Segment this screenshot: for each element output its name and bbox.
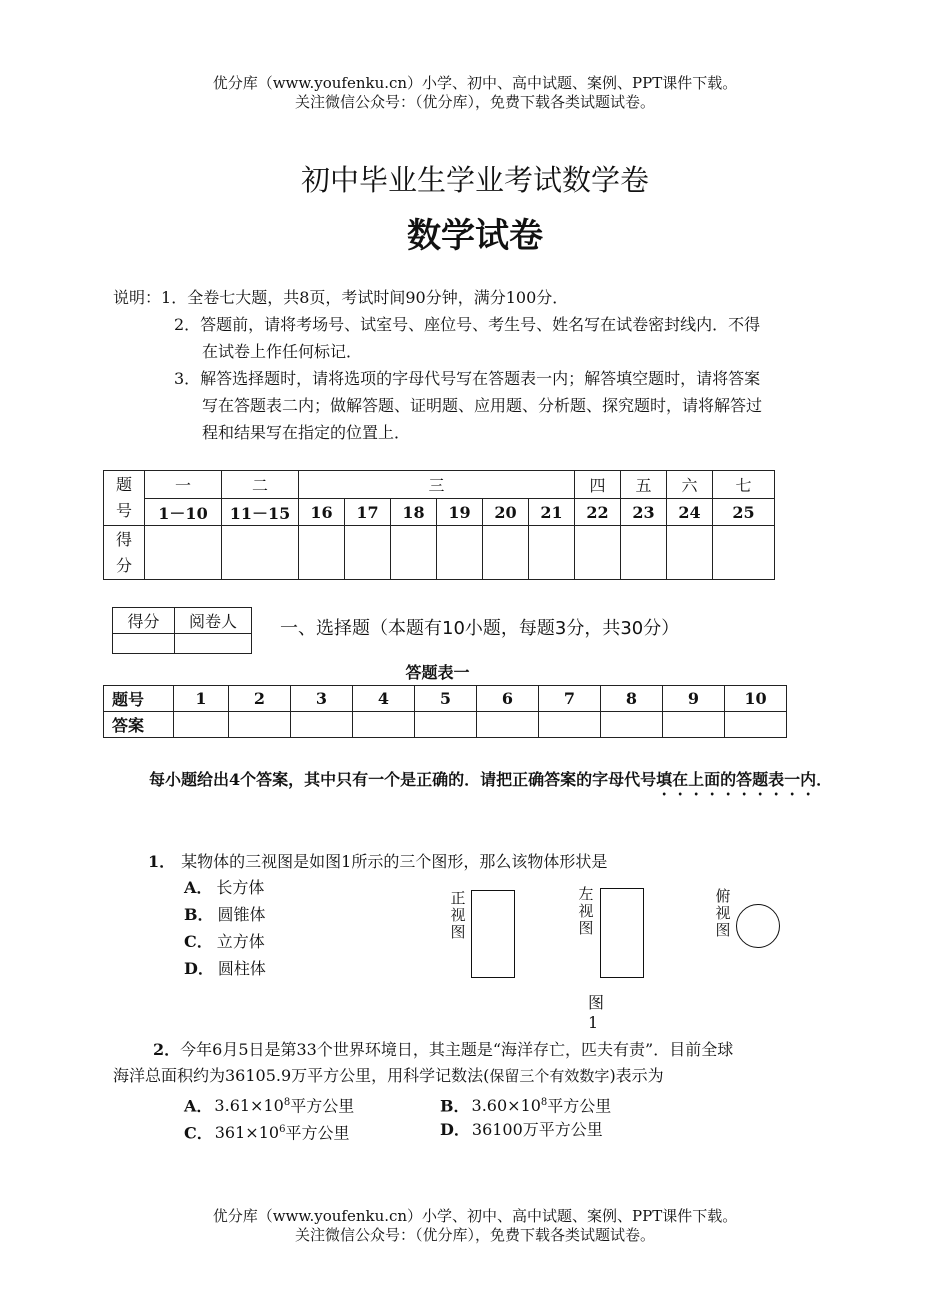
answer-cell[interactable] [477,712,539,738]
score-table-header-number [104,471,145,526]
score-group-7: 七 [713,471,775,499]
score-group-5: 五 [621,471,667,499]
answer-cell[interactable] [539,712,601,738]
score-num: 17 [345,499,391,526]
answer-cell[interactable] [229,712,291,738]
instruction-3b: 写在答题表二内；做解答题、证明题、应用题、分析题、探究题时，请将解答过 [202,396,763,415]
score-num: 16 [299,499,345,526]
instruction-3a: 3．解答选择题时，请将选项的字母代号写在答题表一内；解答填空题时，请将答案 [174,369,761,388]
q2-option-base: 361×10 [214,1123,280,1143]
answer-table-q-label: 题号 [104,686,174,712]
q1-option-letter: B． [184,905,214,924]
instruction-2a: 2．答题前，请将考场号、试室号、座位号、考生号、姓名写在试卷密封线内．不得 [174,315,761,334]
question-1-text: 某物体的三视图是如图1所示的三个图形，那么该物体形状是 [181,852,608,871]
score-cell[interactable] [529,526,575,580]
answer-table-num: 5 [415,686,477,712]
section-1-intro-b: 填在上面的答 [656,770,753,789]
answer-table-a-label: 答案 [104,712,174,738]
question-2-text-2c: )表示为 [609,1066,664,1085]
q2-option-letter: C． [184,1123,213,1143]
left-view-label [578,886,594,937]
score-cell[interactable] [145,526,222,580]
answer-cell[interactable] [725,712,787,738]
question-2-line-1 [113,1036,843,1063]
score-cell[interactable] [621,526,667,580]
q2-option-c[interactable] [184,1116,349,1146]
score-num: 20 [483,499,529,526]
answer-cell[interactable] [601,712,663,738]
q2-option-letter: D． [440,1120,470,1139]
q2-option-letter: A． [184,1096,213,1116]
answer-table-num: 6 [477,686,539,712]
header-line-1: 优分库（www.youfenku.cn）小学、初中、高中试题、案例、PPT课件下载。 [212,74,738,92]
q2-option-d[interactable] [440,1116,603,1143]
q1-option-c[interactable] [184,928,265,955]
answer-cell[interactable] [291,712,353,738]
score-table-header-number-text: 题号 [116,475,133,520]
score-group-1: 一 [145,471,222,499]
instruction-3c: 程和结果写在指定的位置上． [202,423,411,442]
score-cell[interactable] [222,526,299,580]
score-num: 18 [391,499,437,526]
question-2-number: 2． [153,1040,181,1059]
score-num: 11－15 [222,499,299,526]
q2-option-unit: 平方公里 [547,1096,612,1116]
q1-option-b[interactable] [184,901,266,928]
answer-cell[interactable] [353,712,415,738]
grader-reviewer-label: 阅卷人 [175,608,252,634]
q2-option-a[interactable] [184,1089,354,1119]
instruction-2b: 在试卷上作任何标记． [202,342,363,361]
score-num: 23 [621,499,667,526]
answer-table-num: 7 [539,686,601,712]
header-line-2: 关注微信公众号：（优分库），免费下载各类试题试卷。 [294,93,655,111]
question-2-line-2 [113,1062,664,1090]
question-2-text-2b: 保留三个有效数字 [489,1067,610,1085]
score-cell[interactable] [391,526,437,580]
answer-table-num: 1 [174,686,229,712]
q2-option-unit: 平方公里 [290,1096,355,1116]
q2-option-b[interactable] [440,1089,611,1119]
q1-option-d[interactable] [184,955,266,982]
score-group-3: 三 [299,471,575,499]
score-cell[interactable] [437,526,483,580]
score-num: 24 [667,499,713,526]
answer-table-num: 10 [725,686,787,712]
answer-table-num: 9 [663,686,725,712]
q1-option-text: 圆锥体 [217,905,266,924]
top-view-circle [736,904,780,948]
q1-option-text: 立方体 [216,932,265,951]
question-2-text-1: 今年6月5日是第33个世界环境日，其主题是“海洋存亡，匹夫有责”．目前全球 [180,1040,734,1059]
answer-table-num: 2 [229,686,291,712]
instruction-1-text: ：1．全卷七大题，共8页，考试时间90分钟，满分100分． [145,288,569,307]
exam-subtitle: 数学试卷 [407,216,543,256]
score-cell[interactable] [483,526,529,580]
left-view-rectangle [600,888,644,978]
section-1-heading: 一、选择题（本题有10小题，每题3分，共30分） [280,618,680,639]
score-group-2: 二 [222,471,299,499]
footer-line-2: 关注微信公众号：（优分库），免费下载各类试题试卷。 [294,1226,655,1244]
instruction-1 [113,284,568,311]
top-view-label-text: 俯视图 [715,887,731,939]
top-view-label [715,888,731,939]
q2-option-letter: B． [440,1096,470,1116]
section-1-intro [113,765,838,799]
score-cell[interactable] [299,526,345,580]
front-view-label-text: 正视图 [450,889,466,941]
score-table [103,470,775,580]
score-cell[interactable] [575,526,621,580]
grader-reviewer-cell[interactable] [175,634,252,654]
score-cell[interactable] [345,526,391,580]
front-view-rectangle [471,890,515,978]
score-num: 1－10 [145,499,222,526]
section-1-intro-a: 每小题给出4个答案，其中只有一个是正确的．请把正确答案的字母代号 [149,770,657,789]
q2-option-unit: 平方公里 [285,1123,350,1143]
grader-score-label: 得分 [113,608,175,634]
answer-table-title: 答题表一 [405,663,470,682]
answer-cell[interactable] [663,712,725,738]
q2-option-exponent: 8 [283,1097,291,1108]
left-view-label-text: 左视图 [578,885,594,937]
q1-option-letter: D． [184,959,214,978]
question-2-text-2a: 海洋总面积约为36105.9万平方公里，用科学记数法( [113,1066,490,1085]
answer-table-num: 8 [601,686,663,712]
score-group-4: 四 [575,471,621,499]
grader-box [112,607,252,654]
q2-option-base: 36100万平方公里 [471,1120,603,1139]
footer-line-1: 优分库（www.youfenku.cn）小学、初中、高中试题、案例、PPT课件下载。 [212,1207,738,1225]
score-num: 19 [437,499,483,526]
q1-option-text: 圆柱体 [217,959,266,978]
answer-table-num: 4 [353,686,415,712]
score-group-6: 六 [667,471,713,499]
q2-option-base: 3.61×10 [214,1096,284,1116]
grader-score-cell[interactable] [113,634,175,654]
score-num: 21 [529,499,575,526]
answer-cell[interactable] [415,712,477,738]
score-table-header-score [104,526,145,580]
score-cell[interactable] [713,526,775,580]
question-1 [148,848,607,875]
figure-1-caption: 图1 [588,993,605,1032]
front-view-label [450,890,466,941]
q2-option-exponent: 6 [279,1124,286,1135]
q2-option-base: 3.60×10 [471,1096,541,1116]
section-1-intro-d: ． [816,770,833,789]
score-num: 22 [575,499,621,526]
section-1-intro-c: 题表一内 [752,770,817,789]
answer-table-num: 3 [291,686,353,712]
q1-option-letter: C． [184,932,213,951]
answer-cell[interactable] [174,712,229,738]
exam-title: 初中毕业生学业考试数学卷 [300,163,649,197]
q1-option-a[interactable] [184,874,264,901]
score-cell[interactable] [667,526,713,580]
score-num: 25 [713,499,775,526]
question-1-number: 1． [148,852,176,871]
q2-option-exponent: 8 [540,1097,548,1108]
score-table-header-score-text: 得分 [116,529,133,575]
q1-option-letter: A． [184,878,213,897]
instruction-label: 说明 [113,288,146,307]
q1-option-text: 长方体 [216,878,265,897]
answer-table-1 [103,685,787,738]
